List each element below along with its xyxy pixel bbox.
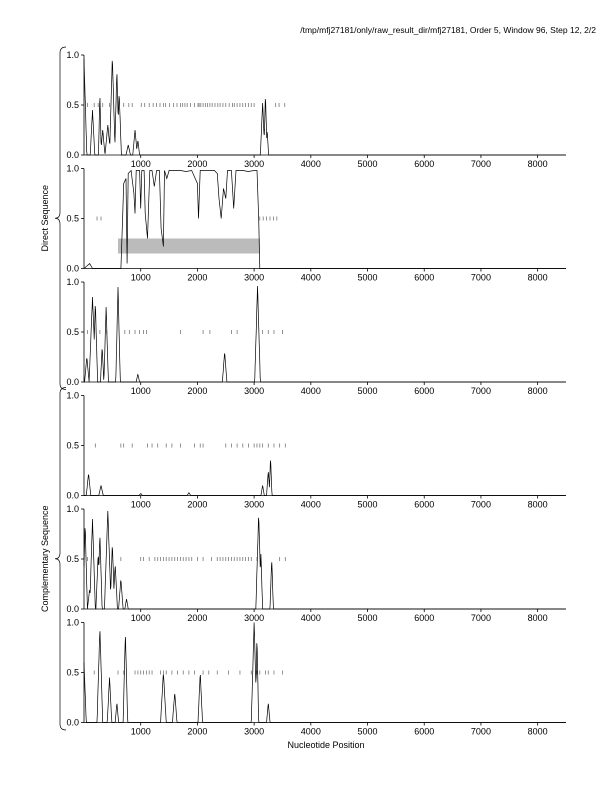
series-line <box>84 623 566 723</box>
y-tick-label: 0.0 <box>66 490 79 501</box>
x-tick-label: 4000 <box>300 726 321 737</box>
x-axis-title: Nucleotide Position <box>287 740 365 750</box>
panel-2 <box>66 164 566 283</box>
x-tick-label: 4000 <box>300 159 321 169</box>
x-tick-label: 6000 <box>414 499 435 510</box>
shaded-region <box>118 239 260 254</box>
x-tick-label: 2000 <box>187 386 208 396</box>
x-tick-label: 7000 <box>470 272 491 283</box>
y-tick-label: 0.5 <box>66 100 79 110</box>
x-tick-label: 6000 <box>414 272 435 283</box>
x-tick-label: 2000 <box>187 613 208 623</box>
x-tick-label: 3000 <box>244 159 265 169</box>
y-tick-label: 0.5 <box>66 554 79 564</box>
group-bracket <box>55 388 66 731</box>
x-tick-label: 5000 <box>357 726 378 737</box>
y-tick-label: 1.0 <box>66 163 79 174</box>
x-tick-label: 1000 <box>130 613 151 623</box>
x-tick-label: 7000 <box>470 159 491 169</box>
y-tick-label: 0.5 <box>66 667 79 678</box>
x-tick-label: 4000 <box>300 613 321 623</box>
x-tick-label: 3000 <box>244 499 265 510</box>
x-tick-label: 6000 <box>414 726 435 737</box>
series-line <box>84 511 566 609</box>
x-tick-label: 5000 <box>357 613 378 623</box>
chart-panels <box>66 50 566 737</box>
x-tick-label: 5000 <box>357 499 378 510</box>
x-tick-label: 5000 <box>357 272 378 283</box>
x-tick-label: 8000 <box>527 613 548 623</box>
panel-3 <box>66 277 566 396</box>
x-tick-label: 4000 <box>300 386 321 396</box>
group-label: Complementary Sequence <box>40 505 50 613</box>
group-label: Direct Sequence <box>40 184 50 252</box>
x-tick-label: 3000 <box>244 726 265 737</box>
x-tick-label: 3000 <box>244 613 265 623</box>
series-line <box>84 171 566 269</box>
x-tick-label: 8000 <box>527 159 548 169</box>
y-tick-label: 0.0 <box>66 604 79 614</box>
y-tick-label: 0.0 <box>66 263 79 274</box>
y-tick-label: 1.0 <box>66 390 79 401</box>
x-tick-label: 2000 <box>187 499 208 510</box>
x-tick-label: 3000 <box>244 272 265 283</box>
x-tick-label: 8000 <box>527 499 548 510</box>
x-tick-label: 2000 <box>187 726 208 737</box>
panel-6 <box>66 618 566 737</box>
group-bracket <box>55 47 66 390</box>
x-tick-label: 8000 <box>527 272 548 283</box>
y-tick-label: 1.0 <box>66 617 79 628</box>
group-brackets <box>40 47 66 730</box>
panel-1 <box>66 50 566 169</box>
panel-4 <box>66 391 566 510</box>
x-tick-label: 2000 <box>187 272 208 283</box>
x-tick-label: 6000 <box>414 613 435 623</box>
series-line <box>84 461 566 496</box>
x-tick-label: 4000 <box>300 499 321 510</box>
y-tick-label: 1.0 <box>66 277 79 287</box>
y-tick-label: 0.0 <box>66 717 79 728</box>
y-tick-label: 0.5 <box>66 440 79 451</box>
x-tick-label: 7000 <box>470 613 491 623</box>
x-tick-label: 8000 <box>527 726 548 737</box>
y-tick-label: 1.0 <box>66 504 79 514</box>
x-tick-label: 1000 <box>130 386 151 396</box>
y-tick-label: 0.5 <box>66 213 79 224</box>
x-tick-label: 7000 <box>470 726 491 737</box>
y-tick-label: 0.0 <box>66 150 79 160</box>
x-tick-label: 6000 <box>414 386 435 396</box>
x-tick-label: 1000 <box>130 272 151 283</box>
x-tick-label: 7000 <box>470 386 491 396</box>
page-title: /tmp/mfj27181/only/raw_result_dir/mfj27181, Order 5, Window 96, Step 12, 2/2 <box>300 25 596 35</box>
x-tick-label: 4000 <box>300 272 321 283</box>
x-tick-label: 1000 <box>130 726 151 737</box>
y-tick-label: 1.0 <box>66 50 79 60</box>
x-tick-label: 3000 <box>244 386 265 396</box>
panel-5 <box>66 504 566 623</box>
y-tick-label: 0.0 <box>66 377 79 387</box>
x-tick-label: 2000 <box>187 159 208 169</box>
x-tick-label: 5000 <box>357 386 378 396</box>
x-tick-label: 6000 <box>414 159 435 169</box>
x-tick-label: 5000 <box>357 159 378 169</box>
x-tick-label: 1000 <box>130 159 151 169</box>
series-line <box>84 286 566 382</box>
x-tick-label: 8000 <box>527 386 548 396</box>
x-tick-label: 1000 <box>130 499 151 510</box>
x-tick-label: 7000 <box>470 499 491 510</box>
y-tick-label: 0.5 <box>66 327 79 337</box>
